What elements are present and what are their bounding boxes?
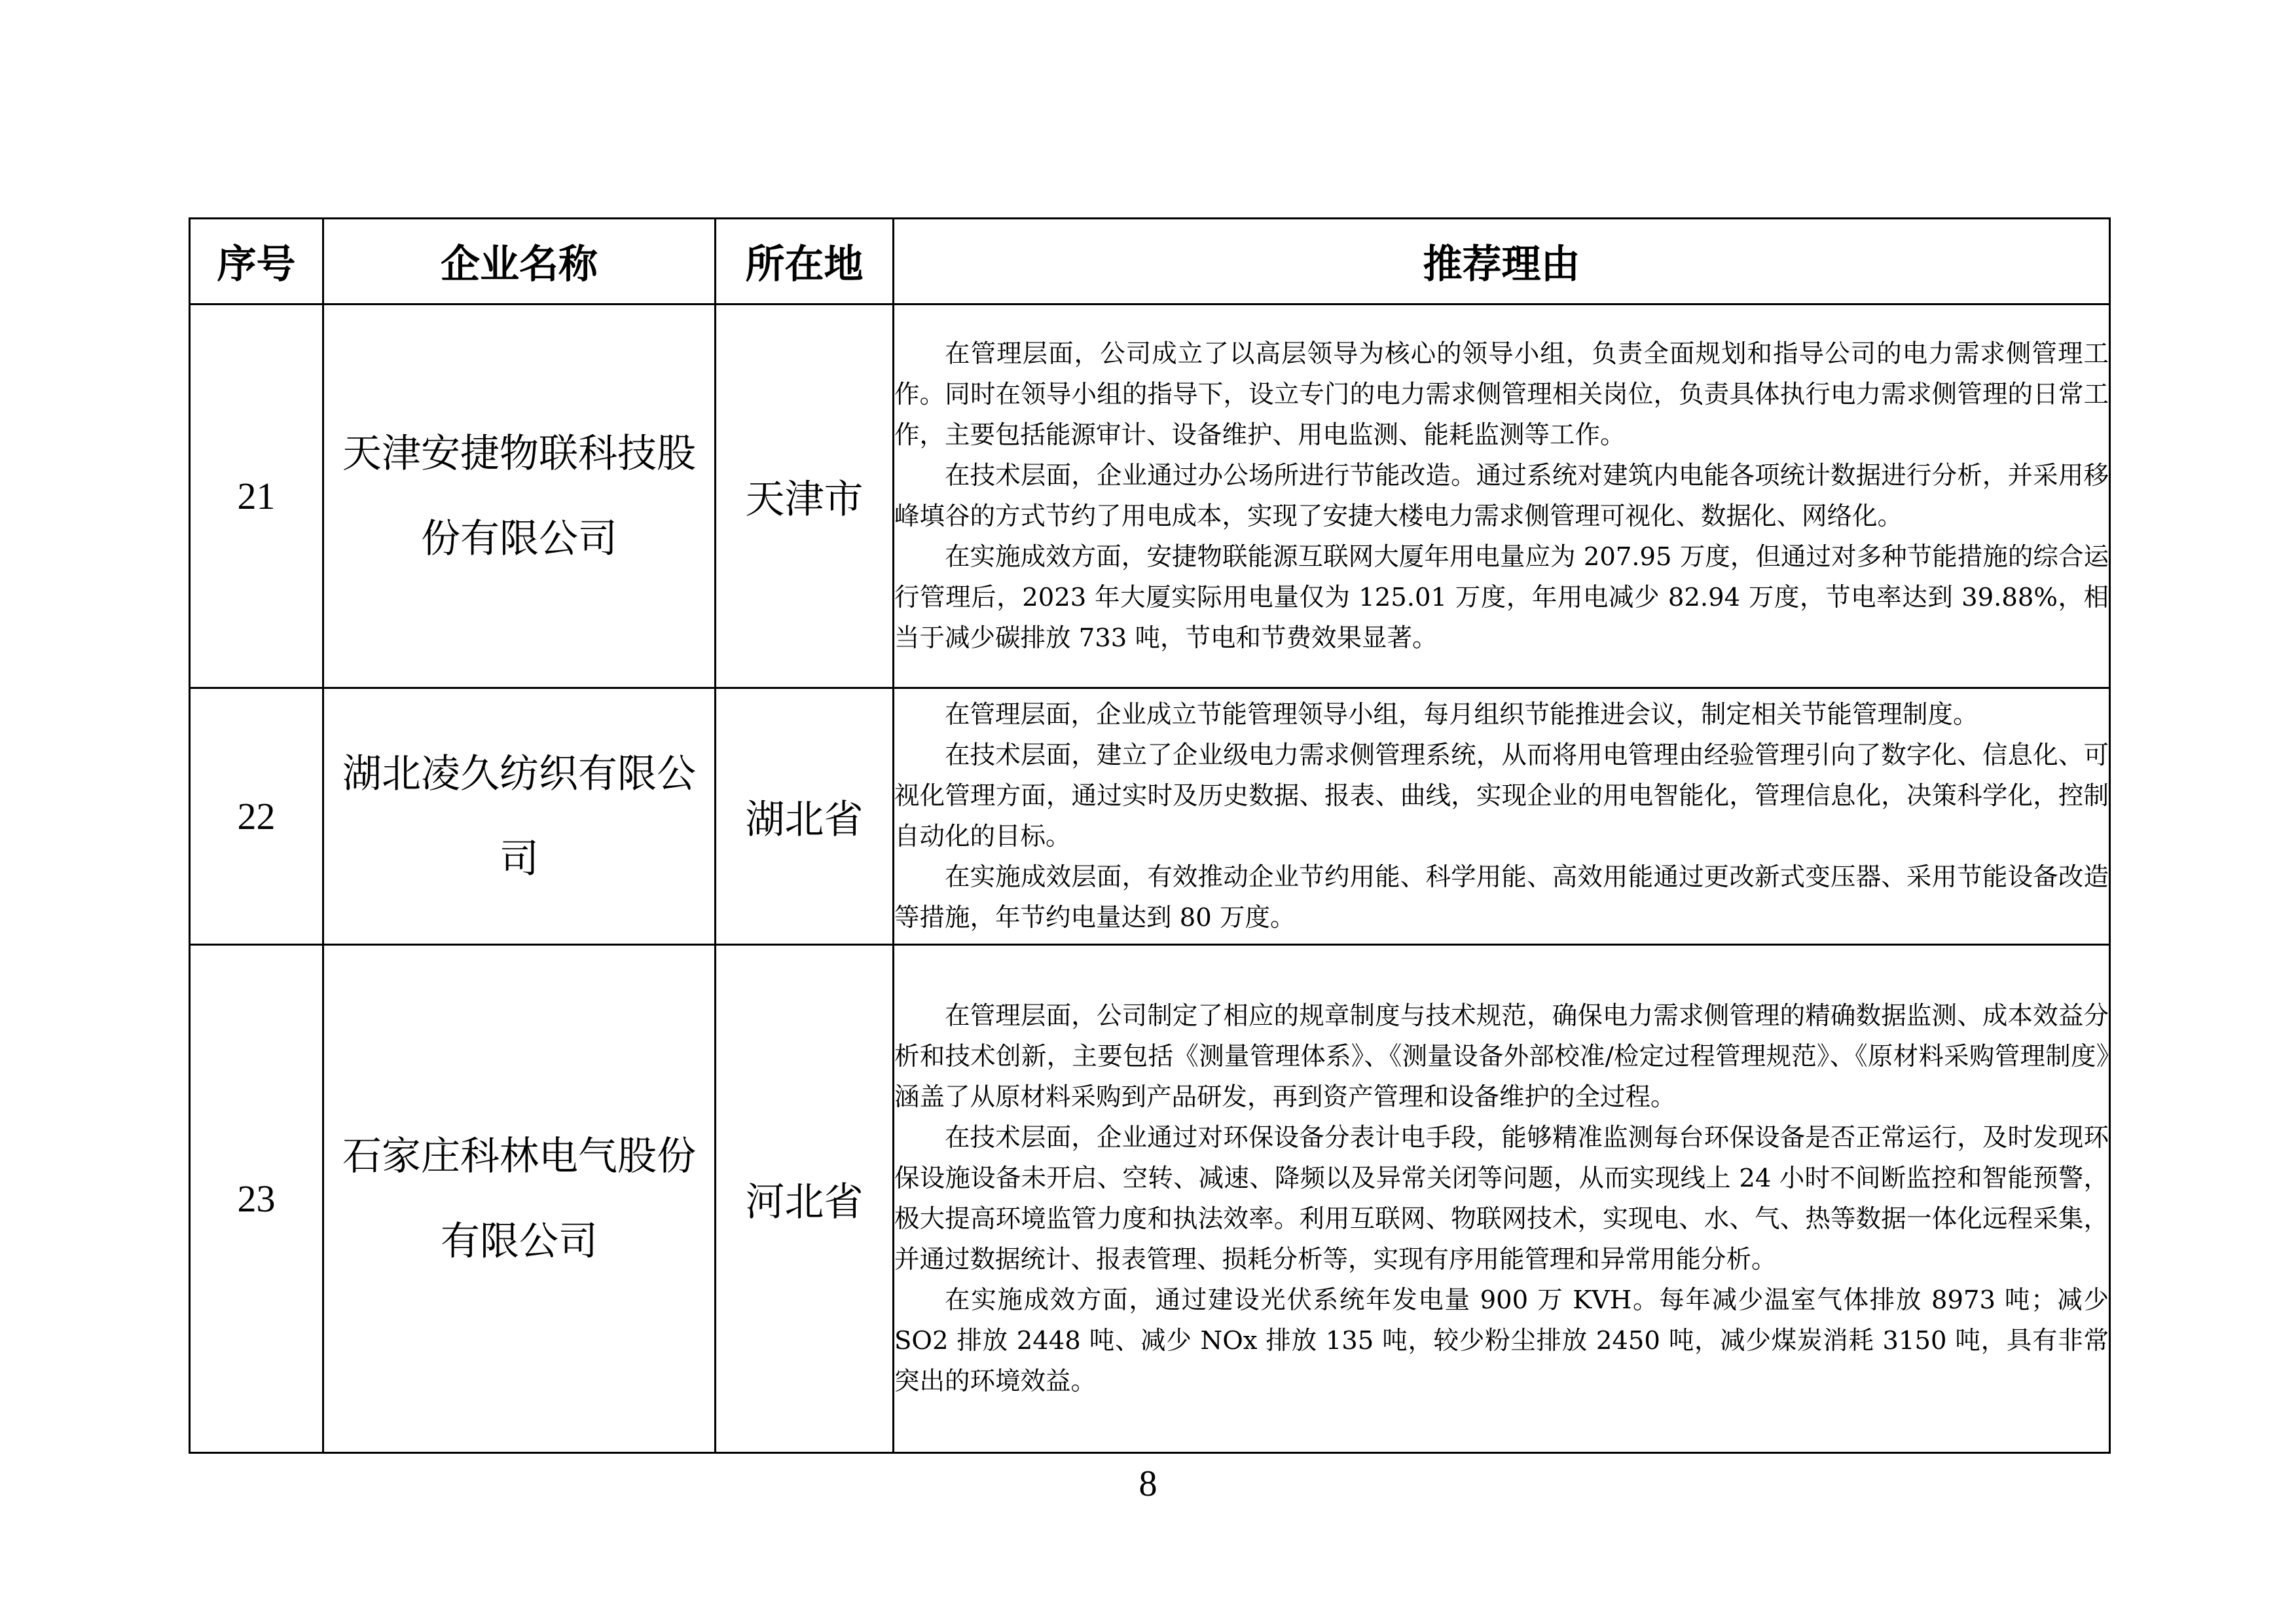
recommendation-table [189, 217, 2111, 1454]
reason-paragraph: 在实施成效方面，安捷物联能源互联网大厦年用电量应为 207.95 万度，但通过对多种节能措施的综合运行管理后，2023 年大厦实际用电量仅为 125.01 万度，年用电减少 82.94 万度，节电率达到 39.88%，相当于减少碳排放 733 吨，节电和节费效果显著。 [894, 542, 2109, 653]
row-index: 23 [190, 945, 323, 1453]
company-name: 湖北凌久纺织有限公司 [323, 688, 716, 945]
reason-paragraph: 在技术层面，企业通过办公场所进行节能改造。通过系统对建筑内电能各项统计数据进行分析，并采用移峰填谷的方式节约了用电成本，实现了安捷大楼电力需求侧管理可视化、数据化、网络化。 [894, 460, 2109, 531]
reason-paragraph: 在实施成效层面，有效推动企业节约用能、科学用能、高效用能通过更改新式变压器、采用节能设备改造等措施，年节约电量达到 80 万度。 [894, 862, 2109, 932]
page-number: 8 [1139, 1464, 1157, 1504]
recommendation-reason [894, 945, 2110, 1453]
company-location: 湖北省 [716, 688, 894, 945]
table-row [190, 945, 2110, 1453]
table-row [190, 688, 2110, 945]
reason-paragraph: 在管理层面，企业成立节能管理领导小组，每月组织节能推进会议，制定相关节能管理制度。 [945, 699, 1978, 729]
header-company: 企业名称 [323, 219, 716, 304]
table-row [190, 304, 2110, 688]
reason-paragraph: 在技术层面，建立了企业级电力需求侧管理系统，从而将用电管理由经验管理引向了数字化、信息化、可视化管理方面，通过实时及历史数据、报表、曲线，实现企业的用电智能化，管理信息化，决策科学化，控制自动化的目标。 [894, 740, 2109, 851]
reason-paragraph: 在实施成效方面，通过建设光伏系统年发电量 900 万 KVH。每年减少温室气体排放 8973 吨；减少 SO2 排放 2448 吨、减少 NOx 排放 135 吨，较少粉尘排放 2450 吨，减少煤炭消耗 3150 吨，具有非常突出的环境效益。 [894, 1285, 2109, 1396]
recommendation-reason [894, 304, 2110, 688]
reason-paragraph: 在技术层面，企业通过对环保设备分表计电手段，能够精准监测每台环保设备是否正常运行，及时发现环保设施设备未开启、空转、减速、降频以及异常关闭等问题，从而实现线上 24 小时不间断监控和智能预警，极大提高环境监管力度和执法效率。利用互联网、物联网技术，实现电、水、气、热等数据一体化远程采集，并通过数据统计、报表管理、损耗分析等，实现有序用能管理和异常用能分析。 [894, 1122, 2109, 1274]
header-location: 所在地 [716, 219, 894, 304]
header-row [190, 219, 2110, 304]
reason-paragraph: 在管理层面，公司成立了以高层领导为核心的领导小组，负责全面规划和指导公司的电力需求侧管理工作。同时在领导小组的指导下，设立专门的电力需求侧管理相关岗位，负责具体执行电力需求侧管理的日常工作，主要包括能源审计、设备维护、用电监测、能耗监测等工作。 [894, 339, 2109, 450]
header-index: 序号 [190, 219, 323, 304]
company-location: 天津市 [716, 304, 894, 688]
row-index: 21 [190, 304, 323, 688]
recommendation-reason [894, 688, 2110, 945]
row-index: 22 [190, 688, 323, 945]
header-reason: 推荐理由 [894, 219, 2110, 304]
company-name: 石家庄科林电气股份有限公司 [323, 945, 716, 1453]
company-name: 天津安捷物联科技股份有限公司 [323, 304, 716, 688]
company-location: 河北省 [716, 945, 894, 1453]
reason-paragraph: 在管理层面，公司制定了相应的规章制度与技术规范，确保电力需求侧管理的精确数据监测、成本效益分析和技术创新，主要包括《测量管理体系》、《测量设备外部校准/检定过程管理规范》、《原材料采购管理制度》涵盖了从原材料采购到产品研发，再到资产管理和设备维护的全过程。 [894, 1001, 2109, 1112]
